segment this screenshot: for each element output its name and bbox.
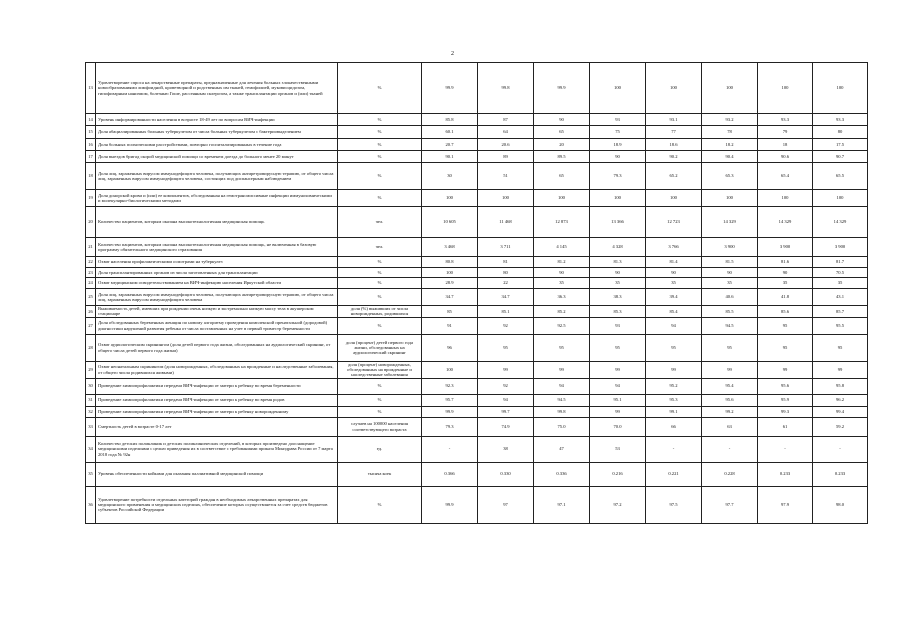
- indicator-value: 81.3: [590, 257, 646, 268]
- indicator-value: 100: [478, 190, 534, 207]
- indicator-value: 95.2: [646, 378, 702, 394]
- indicator-value: 99.3: [758, 406, 813, 417]
- indicator-value: 66: [646, 417, 702, 436]
- indicator-value: 99: [590, 361, 646, 378]
- indicator-name: Количество пациентов, которым оказана высокотехнологичная медицинская помощь, не включенная в базовую программу обязательного медицинского страхования: [96, 238, 338, 257]
- indicator-value: 3 900: [702, 238, 758, 257]
- row-number: 18: [86, 163, 96, 190]
- indicator-value: 53: [590, 436, 646, 462]
- indicator-unit: %: [338, 268, 422, 278]
- table-row: [86, 361, 868, 378]
- row-number: 20: [86, 207, 96, 238]
- indicator-name: Доля выездов бригад скорой медицинской помощи со временем доезда до больного менее 20 минут: [96, 151, 338, 163]
- indicator-unit: тысяча коек: [338, 462, 422, 486]
- table-row: [86, 268, 868, 278]
- indicator-value: 12 873: [534, 207, 590, 238]
- indicator-value: 87: [478, 114, 534, 126]
- table-row: [86, 289, 868, 306]
- indicator-name: Охват населения профилактическими осмотрами на туберкулез: [96, 257, 338, 268]
- indicator-value: 43.1: [813, 289, 868, 306]
- indicator-value: 94.5: [702, 317, 758, 334]
- indicator-value: 39.4: [646, 289, 702, 306]
- indicator-value: 100: [702, 63, 758, 114]
- indicator-value: 18.2: [702, 139, 758, 151]
- indicator-value: 47: [534, 436, 590, 462]
- table-row: [86, 63, 868, 114]
- indicator-value: 65.5: [813, 163, 868, 190]
- indicator-value: 70.0: [590, 417, 646, 436]
- indicator-value: 95.5: [813, 317, 868, 334]
- indicator-value: 35: [813, 278, 868, 289]
- table-row: [86, 406, 868, 417]
- indicator-value: 92.3: [422, 378, 478, 394]
- indicator-value: 64: [478, 126, 534, 139]
- row-number: 25: [86, 289, 96, 306]
- indicator-value: 95: [478, 334, 534, 361]
- indicator-unit: случаев на 100000 населения соответствующего возраста: [338, 417, 422, 436]
- page-number: 2: [451, 51, 454, 57]
- indicator-value: 40.6: [702, 289, 758, 306]
- indicator-value: 80.8: [422, 257, 478, 268]
- indicator-value: 0.336: [534, 462, 590, 486]
- indicator-name: Уровень информированности населения в возрасте 18-49 лет по вопросам ВИЧ-инфекции: [96, 114, 338, 126]
- indicator-value: 0.216: [590, 462, 646, 486]
- indicator-value: 89.5: [534, 151, 590, 163]
- indicator-value: 99.8: [478, 63, 534, 114]
- indicator-value: 4 145: [534, 238, 590, 257]
- indicator-value: 89: [478, 151, 534, 163]
- indicator-value: 90: [590, 268, 646, 278]
- table-row: [86, 436, 868, 462]
- indicator-name: Проведение химиопрофилактики передачи ВИЧ-инфекции от матери к ребенку во время родов: [96, 394, 338, 406]
- indicator-name: Количество детских поликлиник и детских поликлинических отделений, в которых произведено дооснащение медицинскими изделиями с целью приведения их в соответствие с требованиями приказа Минздрава России от 7 марта 2018 года № 92н: [96, 436, 338, 462]
- indicator-value: 90.1: [422, 151, 478, 163]
- indicator-value: 95: [646, 334, 702, 361]
- indicator-value: 90: [590, 151, 646, 163]
- indicator-value: 99.8: [534, 406, 590, 417]
- table-row: [86, 126, 868, 139]
- indicator-unit: чел.: [338, 207, 422, 238]
- indicator-value: 30: [422, 163, 478, 190]
- indicator-value: 81.4: [646, 257, 702, 268]
- indicator-value: 100: [422, 268, 478, 278]
- indicator-value: 20.6: [478, 139, 534, 151]
- indicator-value: 90: [534, 114, 590, 126]
- indicator-value: 17.5: [813, 139, 868, 151]
- indicator-value: 22: [478, 278, 534, 289]
- indicator-unit: доля (%) выживших от числа новорожденных, родившихся: [338, 306, 422, 318]
- indicator-value: 99: [646, 361, 702, 378]
- table-row: [86, 334, 868, 361]
- indicator-value: 0.233: [758, 462, 813, 486]
- indicator-value: 95.9: [758, 394, 813, 406]
- indicator-value: 94.5: [534, 394, 590, 406]
- indicator-value: 99.1: [646, 406, 702, 417]
- table-row: [86, 317, 868, 334]
- indicator-unit: %: [338, 406, 422, 417]
- indicator-name: Охват аудиологическим скринингом (доля детей первого года жизни, обследованных на аудиологический скрининг, от общего числа детей первого года жизни): [96, 334, 338, 361]
- indicator-value: 97.1: [534, 486, 590, 523]
- indicator-value: 95.4: [702, 378, 758, 394]
- indicator-unit: %: [338, 278, 422, 289]
- indicator-name: Проведение химиопрофилактики передачи ВИЧ-инфекции от матери к ребенку во время беременности: [96, 378, 338, 394]
- indicator-value: 97.7: [702, 486, 758, 523]
- indicator-value: 3 900: [813, 238, 868, 257]
- indicator-value: 95: [702, 334, 758, 361]
- indicator-value: 35: [590, 278, 646, 289]
- indicator-value: 18.6: [646, 139, 702, 151]
- indicator-value: 96.2: [813, 394, 868, 406]
- row-number: 27: [86, 317, 96, 334]
- indicator-value: 99.4: [813, 406, 868, 417]
- indicator-value: 18: [758, 139, 813, 151]
- table-row: [86, 462, 868, 486]
- indicator-name: Удовлетворение потребности отдельных категорий граждан в необходимых лекарственных препаратах для медицинского применения и медицинских изделиях, обеспечение которых осуществляется за счет средств бюджетов субъектов Российской Федерации: [96, 486, 338, 523]
- indicator-value: 18.9: [590, 139, 646, 151]
- indicator-value: 99.2: [702, 406, 758, 417]
- indicator-value: 93.3: [758, 114, 813, 126]
- indicator-name: Смертность детей в возрасте 0-17 лет: [96, 417, 338, 436]
- indicator-value: -: [813, 436, 868, 462]
- indicator-value: 79.3: [590, 163, 646, 190]
- indicator-value: 20: [534, 139, 590, 151]
- indicator-value: 0.221: [646, 462, 702, 486]
- row-number: 19: [86, 190, 96, 207]
- indicator-value: 92: [478, 378, 534, 394]
- indicator-value: 99.9: [422, 486, 478, 523]
- indicator-value: 99: [478, 361, 534, 378]
- indicator-unit: %: [338, 394, 422, 406]
- indicator-name: Доля больных психическими расстройствами, повторно госпитализированных в течение года: [96, 139, 338, 151]
- indicator-name: Доля абациллированных больных туберкулезом от числа больных туберкулезом с бактериовыделением: [96, 126, 338, 139]
- row-number: 33: [86, 417, 96, 436]
- indicator-value: 81.6: [758, 257, 813, 268]
- indicator-value: 35: [758, 278, 813, 289]
- indicator-name: Охват медицинским освидетельствованием на ВИЧ-инфекцию населения Иркутской области: [96, 278, 338, 289]
- indicator-value: 95.6: [758, 378, 813, 394]
- indicator-name: Доля лиц, зараженных вирусом иммунодефицита человека, получающих антиретровирусную терапию, от общего числа лиц, зараженных вирусом иммунодефицита человека: [96, 289, 338, 306]
- indicator-value: 100: [534, 190, 590, 207]
- indicator-value: 81.5: [702, 257, 758, 268]
- row-number: 36: [86, 486, 96, 523]
- row-number: 24: [86, 278, 96, 289]
- indicator-value: 95: [534, 334, 590, 361]
- table-row: [86, 306, 868, 318]
- indicator-value: 14 329: [813, 207, 868, 238]
- indicator-value: 100: [590, 63, 646, 114]
- indicator-value: 61: [758, 417, 813, 436]
- indicator-value: 92.5: [534, 317, 590, 334]
- indicator-name: Доля обследованных беременных женщин по новому алгоритму проведения комплексной пренатальной (дородовой) диагностики нарушений развития ребенка от числа поставленных на учет в первый триместр беременности: [96, 317, 338, 334]
- indicator-value: 65: [534, 126, 590, 139]
- table-row: [86, 207, 868, 238]
- row-number: 30: [86, 378, 96, 394]
- indicator-unit: %: [338, 486, 422, 523]
- table-row: [86, 139, 868, 151]
- indicator-value: 79: [758, 126, 813, 139]
- row-number: 17: [86, 151, 96, 163]
- indicator-name: Количество пациентов, которым оказана высокотехнологичная медицинская помощь: [96, 207, 338, 238]
- indicator-value: 3 711: [478, 238, 534, 257]
- indicator-value: 74.9: [478, 417, 534, 436]
- indicator-value: 90.2: [646, 151, 702, 163]
- indicator-unit: %: [338, 190, 422, 207]
- table-row: [86, 238, 868, 257]
- indicator-value: 99.9: [422, 406, 478, 417]
- indicator-value: 70.5: [813, 268, 868, 278]
- indicator-value: 95.3: [646, 394, 702, 406]
- row-number: 22: [86, 257, 96, 268]
- indicator-value: 100: [702, 190, 758, 207]
- indicator-unit: %: [338, 257, 422, 268]
- row-number: 35: [86, 462, 96, 486]
- indicator-value: 100: [422, 190, 478, 207]
- indicator-name: Доля трансплантированных органов из числа заготовленных для трансплантации: [96, 268, 338, 278]
- table-row: [86, 163, 868, 190]
- table-row: [86, 257, 868, 268]
- indicator-value: 10 605: [422, 207, 478, 238]
- indicator-value: 99.9: [422, 63, 478, 114]
- indicators-table: [85, 62, 868, 524]
- indicator-name: Проведение химиопрофилактики передачи ВИЧ-инфекции от матери к ребенку новорожденному: [96, 406, 338, 417]
- indicator-value: 99: [534, 361, 590, 378]
- indicator-value: 90: [702, 268, 758, 278]
- row-number: 31: [86, 394, 96, 406]
- row-number: 34: [86, 436, 96, 462]
- indicator-value: 92: [478, 317, 534, 334]
- indicator-value: 99.9: [534, 63, 590, 114]
- indicator-value: 35: [534, 278, 590, 289]
- indicator-value: 51: [478, 163, 534, 190]
- indicator-value: 34.7: [422, 289, 478, 306]
- indicator-value: 95: [590, 334, 646, 361]
- indicator-value: 97.2: [590, 486, 646, 523]
- row-number: 32: [86, 406, 96, 417]
- indicator-value: 65: [534, 163, 590, 190]
- indicator-value: 75: [590, 126, 646, 139]
- indicator-value: 94: [590, 378, 646, 394]
- indicator-value: 85.5: [702, 306, 758, 318]
- indicator-value: 28.9: [422, 278, 478, 289]
- indicator-unit: %: [338, 139, 422, 151]
- indicator-value: 3 766: [646, 238, 702, 257]
- indicator-value: 35: [702, 278, 758, 289]
- row-number: 28: [86, 334, 96, 361]
- row-number: 13: [86, 63, 96, 114]
- indicator-value: 81.7: [813, 257, 868, 268]
- indicator-value: 4 328: [590, 238, 646, 257]
- indicator-value: 85.7: [813, 306, 868, 318]
- table-row: [86, 278, 868, 289]
- indicator-name: Доля лиц, зараженных вирусом иммунодефицита человека, получающих антиретровирусную терапию, от общего числа лиц, зараженных вирусом иммунодефицита человека, состоящих под диспансерным наблюдением: [96, 163, 338, 190]
- indicator-value: 94: [646, 317, 702, 334]
- indicator-value: 0.233: [813, 462, 868, 486]
- indicator-value: 0.330: [478, 462, 534, 486]
- indicator-value: -: [702, 436, 758, 462]
- indicator-value: 60.1: [422, 126, 478, 139]
- indicator-value: 93: [590, 114, 646, 126]
- row-number: 21: [86, 238, 96, 257]
- indicator-value: 100: [758, 190, 813, 207]
- indicator-value: 95.7: [422, 394, 478, 406]
- indicator-value: 65.4: [758, 163, 813, 190]
- indicator-value: 35: [646, 278, 702, 289]
- indicator-value: 85.3: [590, 306, 646, 318]
- indicator-value: -: [758, 436, 813, 462]
- indicator-value: 85.6: [758, 306, 813, 318]
- indicator-name: Уровень обеспеченности койками для оказания паллиативной медицинской помощи: [96, 462, 338, 486]
- indicator-value: 81.2: [534, 257, 590, 268]
- indicator-value: 0.228: [702, 462, 758, 486]
- indicator-value: 97: [478, 486, 534, 523]
- indicator-value: 38.3: [590, 289, 646, 306]
- indicator-value: 65.2: [646, 163, 702, 190]
- indicator-value: 95.8: [813, 378, 868, 394]
- indicator-value: 99: [590, 406, 646, 417]
- indicator-value: 99.7: [478, 406, 534, 417]
- indicator-value: 95: [758, 334, 813, 361]
- indicator-value: 80: [478, 268, 534, 278]
- row-number: 16: [86, 139, 96, 151]
- indicator-value: 12 723: [646, 207, 702, 238]
- indicator-value: 90: [758, 268, 813, 278]
- table-row: [86, 190, 868, 207]
- table-row: [86, 394, 868, 406]
- indicator-name: Удовлетворение спроса на лекарственные препараты, предназначенные для лечения больных злокачественными новообразованиями лимфоидной, кроветворной и родственных им тканей, гемофилией, муковисцидозом, гипофизарным нанизмом, болезнью Гоше, рассеянным склерозом, а также трансплантации органов и (или) тканей: [96, 63, 338, 114]
- indicator-value: 100: [646, 63, 702, 114]
- indicator-value: 97.5: [646, 486, 702, 523]
- indicator-value: 85.8: [422, 114, 478, 126]
- indicator-value: 11 468: [478, 207, 534, 238]
- indicator-value: 95.1: [590, 394, 646, 406]
- indicator-value: 100: [422, 361, 478, 378]
- indicator-value: 90: [534, 268, 590, 278]
- indicator-value: 100: [813, 190, 868, 207]
- indicator-value: 95: [758, 317, 813, 334]
- indicator-value: 90.6: [758, 151, 813, 163]
- indicator-value: 93.3: [813, 114, 868, 126]
- indicator-value: 65.3: [702, 163, 758, 190]
- indicator-value: 78: [702, 126, 758, 139]
- indicator-value: 100: [590, 190, 646, 207]
- indicator-value: 95: [813, 334, 868, 361]
- row-number: 26: [86, 306, 96, 318]
- indicator-value: 38: [478, 436, 534, 462]
- indicator-value: -: [422, 436, 478, 462]
- indicators-table-body: [86, 63, 868, 524]
- indicator-value: 99: [702, 361, 758, 378]
- indicator-name: Доля донорской крови и (или) ее компонентов, обследованная на гемотрансмиссивные инфекции иммунохимическими и молекулярно-биологическими методами: [96, 190, 338, 207]
- indicator-value: 100: [758, 63, 813, 114]
- table-row: [86, 486, 868, 523]
- indicator-value: 90.4: [702, 151, 758, 163]
- indicator-unit: %: [338, 126, 422, 139]
- indicator-value: 94: [534, 378, 590, 394]
- indicator-value: 0.366: [422, 462, 478, 486]
- indicator-value: 13 366: [590, 207, 646, 238]
- indicator-value: 93.1: [646, 114, 702, 126]
- indicator-value: 91: [422, 317, 478, 334]
- indicator-value: 95.6: [702, 394, 758, 406]
- table-row: [86, 417, 868, 436]
- indicator-value: 96: [422, 334, 478, 361]
- row-number: 29: [86, 361, 96, 378]
- indicator-name: Выживаемость детей, имевших при рождении очень низкую и экстремально низкую массу тела в акушерском стационаре: [96, 306, 338, 318]
- indicator-value: 63: [702, 417, 758, 436]
- indicator-unit: %: [338, 289, 422, 306]
- indicator-value: 41.8: [758, 289, 813, 306]
- indicator-value: 20.7: [422, 139, 478, 151]
- indicator-value: 85.1: [478, 306, 534, 318]
- indicator-value: 3 468: [422, 238, 478, 257]
- indicator-unit: %: [338, 151, 422, 163]
- indicator-value: 34.7: [478, 289, 534, 306]
- row-number: 14: [86, 114, 96, 126]
- table-row: [86, 151, 868, 163]
- indicator-value: 100: [646, 190, 702, 207]
- indicator-value: 85.2: [534, 306, 590, 318]
- indicator-unit: %: [338, 378, 422, 394]
- row-number: 23: [86, 268, 96, 278]
- indicator-unit: %: [338, 163, 422, 190]
- indicator-value: 99: [758, 361, 813, 378]
- indicator-unit: чел.: [338, 238, 422, 257]
- indicator-value: 93: [590, 317, 646, 334]
- indicator-value: 59.2: [813, 417, 868, 436]
- indicator-value: 94: [478, 394, 534, 406]
- indicator-value: 81: [478, 257, 534, 268]
- indicator-value: 14 329: [758, 207, 813, 238]
- indicator-value: 75.0: [534, 417, 590, 436]
- indicator-value: 36.3: [534, 289, 590, 306]
- indicator-unit: %: [338, 63, 422, 114]
- indicator-value: 80: [813, 126, 868, 139]
- indicator-value: 99: [813, 361, 868, 378]
- indicator-value: 79.3: [422, 417, 478, 436]
- table-row: [86, 114, 868, 126]
- indicator-value: 97.9: [758, 486, 813, 523]
- indicator-value: 3 900: [758, 238, 813, 257]
- indicator-value: 85.4: [646, 306, 702, 318]
- indicator-value: 77: [646, 126, 702, 139]
- indicator-unit: %: [338, 114, 422, 126]
- indicator-unit: %: [338, 317, 422, 334]
- indicator-name: Охват неонатальным скринингом (доля новорожденных, обследованных на врожденные и наследственные заболевания, от общего числа родившихся живыми): [96, 361, 338, 378]
- indicator-value: 90.7: [813, 151, 868, 163]
- indicator-value: 90: [646, 268, 702, 278]
- indicator-unit: доля (процент) новорожденных, обследованных на врожденные и наследственные заболевания: [338, 361, 422, 378]
- table-row: [86, 378, 868, 394]
- indicator-value: 100: [813, 63, 868, 114]
- indicator-unit: доля (процент) детей первого года жизни, обследованных на аудиологический скрининг: [338, 334, 422, 361]
- indicator-value: 93.2: [702, 114, 758, 126]
- row-number: 15: [86, 126, 96, 139]
- indicator-value: 14 329: [702, 207, 758, 238]
- indicator-value: 98.0: [813, 486, 868, 523]
- indicator-value: -: [646, 436, 702, 462]
- indicator-value: 85: [422, 306, 478, 318]
- indicator-unit: ед.: [338, 436, 422, 462]
